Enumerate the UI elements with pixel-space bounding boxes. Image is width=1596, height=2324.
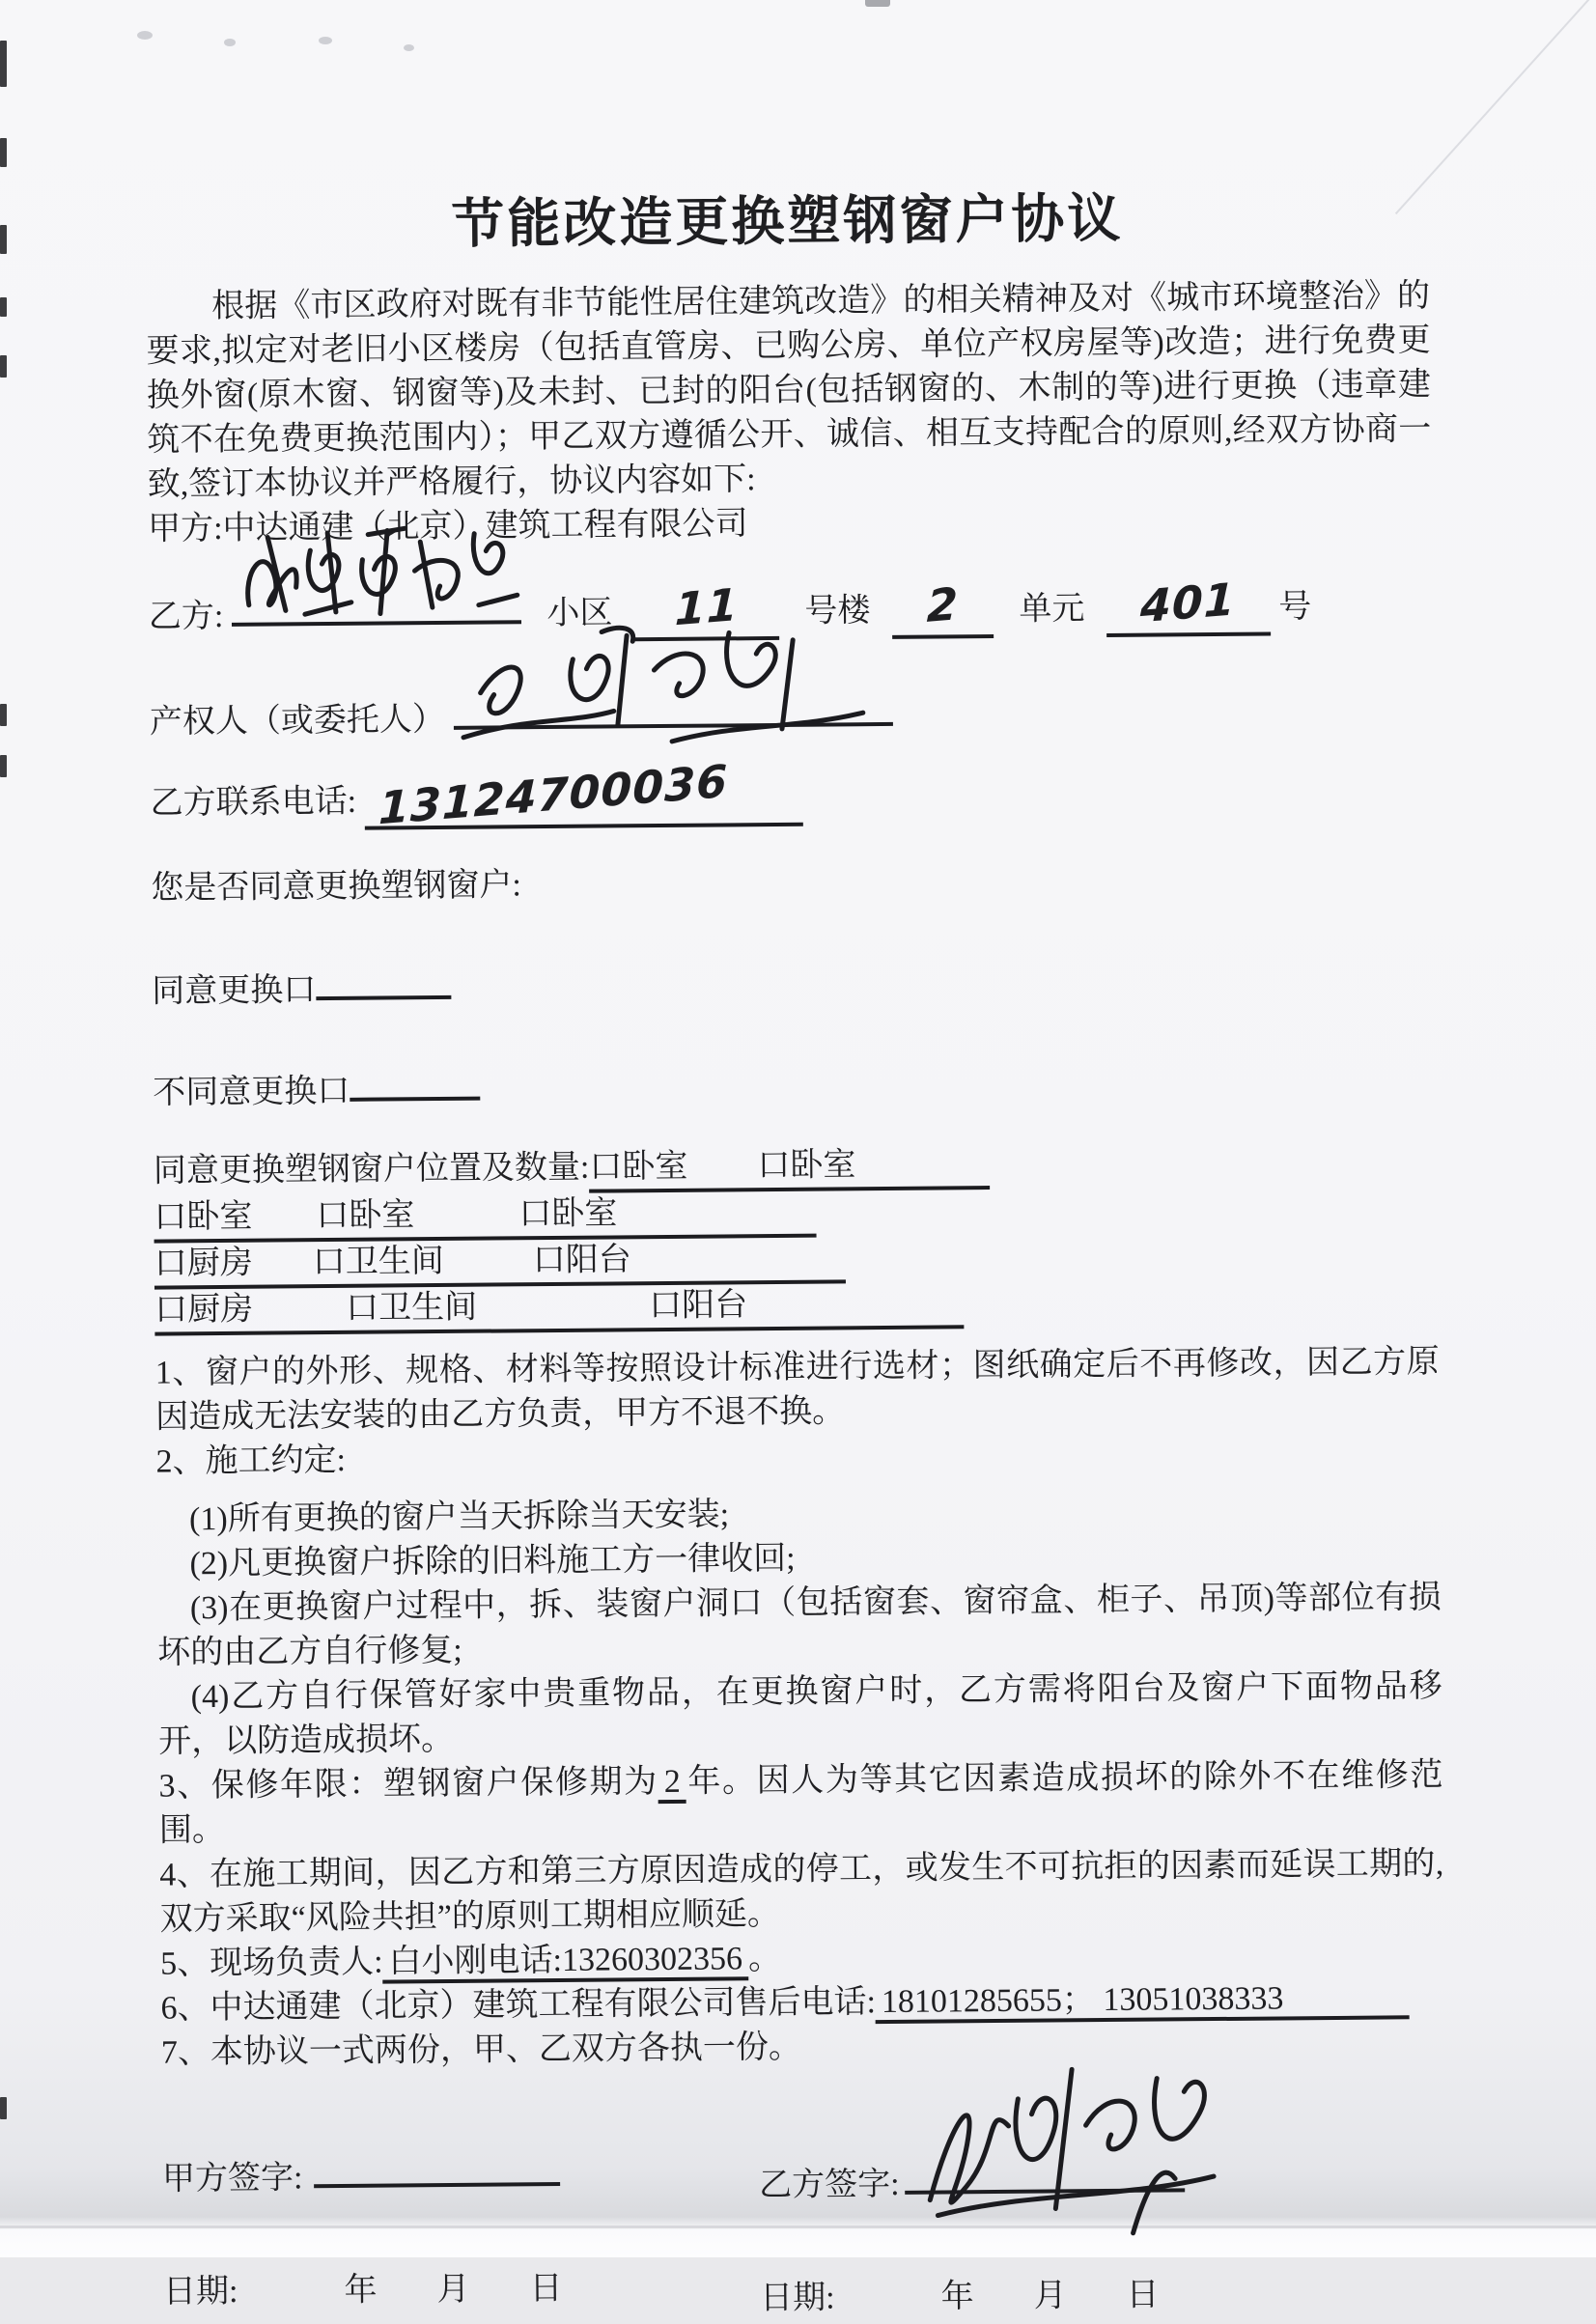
community-name-field	[231, 570, 520, 627]
scan-artifact	[0, 704, 7, 726]
disagree-row	[153, 1050, 1437, 1118]
day-label: 日	[1126, 2277, 1160, 2313]
clause-6-text: 6、中达通建（北京）建筑工程有限公司售后电话:	[160, 1984, 877, 2027]
party-b-signature-label: 乙方签字:	[758, 2166, 900, 2204]
clause-7: 7、本协议一式两份，甲、乙双方各执一份。	[160, 2029, 802, 2071]
disagree-blank-field	[350, 1058, 480, 1102]
scan-artifact	[319, 37, 332, 44]
clause-2-1: (1)所有更换的窗户当天拆除当天安装;	[188, 1497, 730, 1538]
handwritten-unit-number: 2	[926, 577, 960, 632]
clause-2-3: (3)在更换窗户过程中，拆、装窗户洞口（包括窗套、窗帘盒、柜子、吊顶)等部位有损坏的由乙方自行修复;	[157, 1579, 1442, 1671]
document-title: 节能改造更换塑钢窗户协议	[451, 188, 1124, 254]
signature-row	[162, 2136, 1447, 2215]
day-label: 日	[529, 2270, 563, 2308]
clause-2-4: (4)乙方自行保管好家中贵重物品，在更换窗户时，乙方需将阳台及窗户下面物品移开，以防造成损坏。	[157, 1667, 1442, 1760]
year-label: 年	[344, 2272, 378, 2309]
month-label: 月	[1033, 2278, 1067, 2314]
checkbox-bathroom: 口卫生间	[346, 1289, 478, 1327]
scan-artifact	[0, 2097, 7, 2119]
building-number-field	[634, 577, 780, 641]
clause-2-2: (2)凡更换窗户拆除的旧料施工方一律收回;	[189, 1540, 796, 1582]
clause-5-text: 。	[747, 1940, 782, 1977]
checkbox-balcony: 口阳台	[649, 1287, 748, 1325]
scan-artifact	[0, 41, 7, 87]
clause-5-text: 5、现场负责人:	[159, 1944, 383, 1982]
checkbox-bedroom: 口卧室	[518, 1195, 618, 1233]
checkbox-bathroom: 口卫生间	[312, 1243, 444, 1281]
party-a-signature-field	[314, 2143, 560, 2188]
scan-artifact	[0, 755, 7, 777]
checkbox-bedroom: 口卧室	[154, 1198, 253, 1236]
party-a-signature-block	[162, 2143, 561, 2199]
owner-row	[149, 667, 1434, 747]
scan-artifact	[137, 31, 153, 40]
checkbox-bedroom: 口卧室	[316, 1197, 415, 1235]
room-suffix: 号	[1278, 589, 1312, 626]
checkbox-kitchen: 口厨房	[154, 1291, 254, 1329]
scan-artifact	[865, 0, 890, 7]
date-label: 日期:	[759, 2280, 835, 2317]
consent-question: 您是否同意更换塑钢窗户:	[151, 867, 521, 907]
handwritten-room-number: 401	[1139, 573, 1237, 633]
clause-3-text: 3、保修年限：塑钢窗户保修期为	[158, 1764, 658, 1805]
party-a-signature-label: 甲方签字:	[161, 2160, 303, 2198]
disagree-label: 不同意更换口	[153, 1073, 350, 1111]
checkbox-bedroom: 口卧室	[757, 1147, 856, 1185]
month-label: 月	[436, 2271, 470, 2309]
handwritten-party-b-signature	[894, 2043, 1244, 2249]
checkbox-bedroom: 口卧室	[589, 1148, 688, 1186]
party-b-signature-block	[759, 2149, 1186, 2205]
year-label: 年	[940, 2279, 974, 2315]
date-label: 日期:	[162, 2273, 238, 2310]
date-row	[163, 2254, 1447, 2323]
site-manager-contact: 白小刚电话:13260302356	[382, 1941, 748, 1983]
scan-artifact	[0, 355, 7, 378]
agree-blank-field	[316, 957, 451, 1000]
locations-row0	[589, 1143, 990, 1193]
party-b-label: 乙方:	[148, 598, 224, 635]
party-b-row	[149, 562, 1434, 646]
party-a-value: 中达通建（北京）建筑工程有限公司	[222, 506, 748, 546]
scan-artifact	[0, 138, 7, 167]
owner-name-field	[453, 672, 892, 730]
checkbox-kitchen: 口厨房	[154, 1245, 253, 1282]
clause-3-text: 年。因人为等其它因素造成损坏的除外不在维修范围。	[158, 1756, 1443, 1849]
room-number-field	[1106, 573, 1271, 636]
party-b-phone-label: 乙方联系电话:	[150, 783, 357, 822]
community-suffix: 小区	[546, 595, 613, 632]
scan-artifact	[0, 225, 7, 254]
unit-number-field	[892, 577, 994, 639]
party-b-date-block	[760, 2268, 1160, 2319]
unit-suffix: 单元	[1019, 591, 1085, 628]
party-a-label: 甲方:	[147, 510, 223, 547]
scan-artifact	[224, 39, 236, 46]
warranty-years-value: 2	[658, 1764, 686, 1804]
clause-1: 1、窗户的外形、规格、材料等按照设计标准进行选材；图纸确定后不再修改，因乙方原因造成无法安装的由乙方负责，甲方不退不换。	[154, 1343, 1440, 1436]
clause-3	[158, 1753, 1443, 1854]
agree-label: 同意更换口	[152, 972, 317, 1010]
party-b-signature-field	[905, 2149, 1185, 2195]
locations-row3	[154, 1278, 1439, 1336]
owner-label: 产权人（或委托人）	[149, 701, 446, 741]
party-b-phone-row	[150, 754, 1434, 835]
agree-row	[152, 948, 1436, 1017]
handwritten-building-number: 11	[674, 577, 740, 636]
building-suffix: 号楼	[804, 593, 871, 630]
intro-paragraph: 根据《市区政府对既有非节能性居住建筑改造》的相关精神及对《城市环境整治》的要求,拟定对老旧小区楼房（包括直管房、已购公房、单位产权房屋等)改造；进行免费更换外窗(原木窗、钢窗等)及未封、已封的阳台(包括钢窗的、木制的等)进行更换（违章建筑不在免费更换范围内）；甲乙双方遵循公开、诚信、相互支持配合的原则,经双方协商一致,签订本协议并严格履行，协议内容如下:	[146, 278, 1432, 503]
document-content	[145, 173, 1447, 2323]
locations-label: 同意更换塑钢窗户位置及数量:	[153, 1149, 590, 1190]
scan-artifact	[0, 297, 7, 317]
clause-2: 2、施工约定:	[155, 1442, 347, 1480]
handwritten-phone-number: 13124700036	[378, 754, 729, 835]
party-b-phone-field	[364, 754, 802, 835]
clause-4: 4、在施工期间，因乙方和第三方原因造成的停工，或发生不可抗拒的因素而延误工期的,双方采取“风险共担”的原则工期相应顺延。	[159, 1845, 1444, 1938]
party-a-date-block	[163, 2261, 563, 2312]
checkbox-balcony: 口阳台	[532, 1242, 631, 1279]
scan-artifact	[404, 44, 414, 51]
aftersales-phones: 18101285655； 13051038333	[876, 1979, 1410, 2024]
